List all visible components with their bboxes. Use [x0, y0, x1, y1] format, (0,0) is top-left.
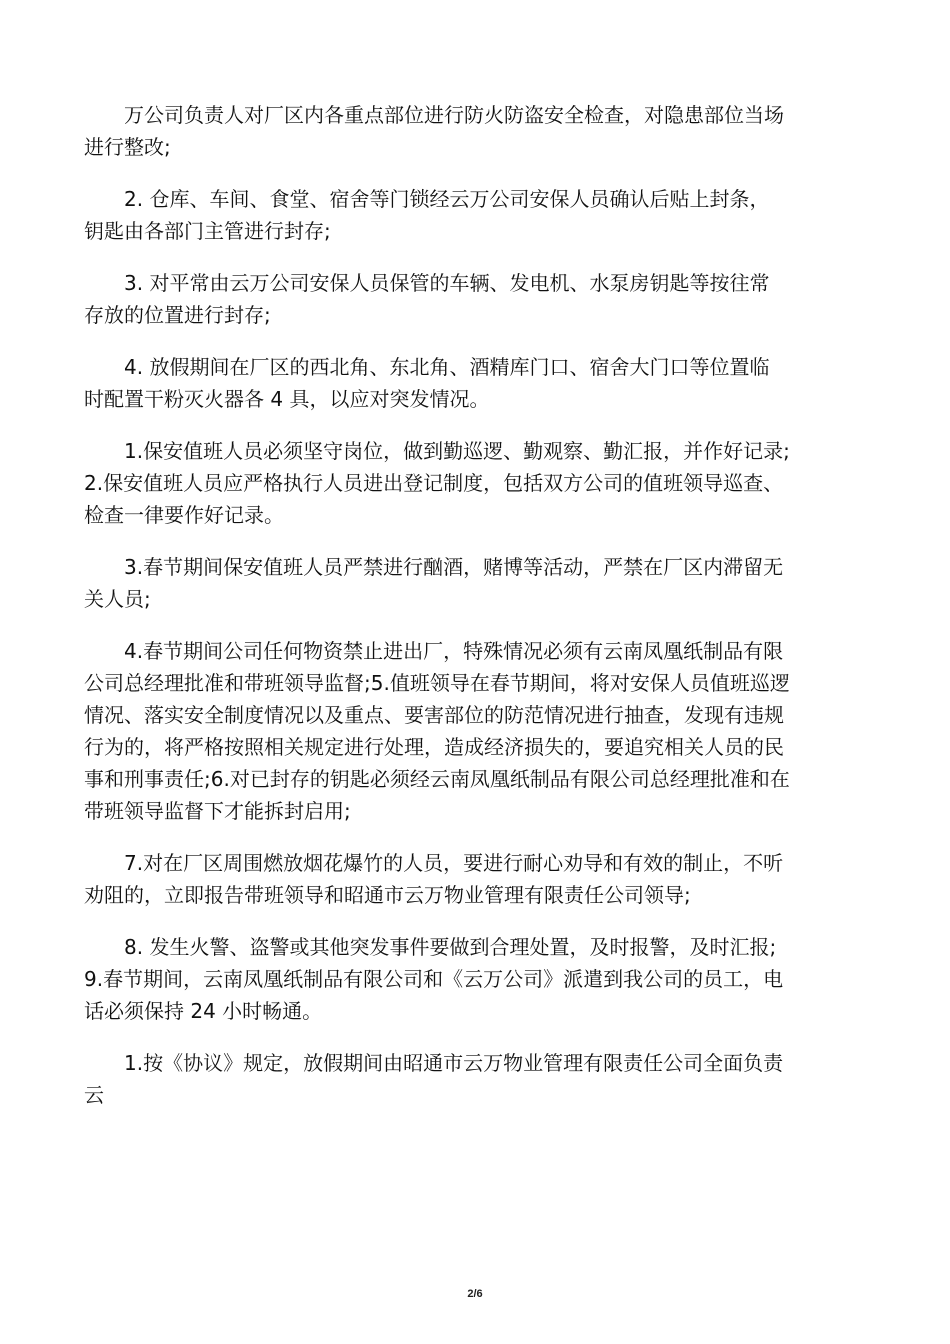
- text-line: 带班领导监督下才能拆封启用;: [84, 799, 351, 823]
- text-line: 万公司负责人对厂区内各重点部位进行防火防盗安全检查，对隐患部位当场: [124, 103, 784, 127]
- text-line: 7.对在厂区周围燃放烟花爆竹的人员，要进行耐心劝导和有效的制止，不听: [124, 851, 784, 875]
- text-line: 公司总经理批准和带班领导监督;5.值班领导在春节期间，将对安保人员值班巡逻: [84, 671, 790, 695]
- paragraph: [84, 435, 866, 531]
- text-line: 4.春节期间公司任何物资禁止进出厂，特殊情况必须有云南凤凰纸制品有限: [124, 639, 784, 663]
- text-line: 存放的位置进行封存;: [84, 303, 271, 327]
- text-line: 云: [84, 1083, 104, 1107]
- text-line: 行为的，将严格按照相关规定进行处理，造成经济损失的，要追究相关人员的民: [84, 735, 784, 759]
- text-line: 8. 发生火警、盗警或其他突发事件要做到合理处置，及时报警，及时汇报;: [124, 935, 777, 959]
- text-line: 1.按《协议》规定，放假期间由昭通市云万物业管理有限责任公司全面负责: [124, 1051, 784, 1075]
- text-line: 话必须保持 24 小时畅通。: [84, 999, 323, 1023]
- text-line: 钥匙由各部门主管进行封存;: [84, 219, 331, 243]
- text-line: 检查一律要作好记录。: [84, 503, 284, 527]
- paragraph: [84, 267, 866, 331]
- paragraph: [84, 551, 866, 615]
- text-line: 劝阻的，立即报告带班领导和昭通市云万物业管理有限责任公司领导;: [84, 883, 691, 907]
- body-text: [84, 99, 866, 1131]
- paragraph: [84, 1047, 866, 1111]
- text-line: 2. 仓库、车间、食堂、宿舍等门锁经云万公司安保人员确认后贴上封条，: [124, 187, 770, 211]
- text-line: 3.春节期间保安值班人员严禁进行酗酒，赌博等活动，严禁在厂区内滞留无: [124, 555, 784, 579]
- paragraph: [84, 931, 866, 1027]
- paragraph: [84, 847, 866, 911]
- page-number: 2/6: [467, 1288, 483, 1300]
- text-line: 3. 对平常由云万公司安保人员保管的车辆、发电机、水泵房钥匙等按往常: [124, 271, 770, 295]
- text-line: 2.保安值班人员应严格执行人员进出登记制度，包括双方公司的值班领导巡查、: [84, 471, 784, 495]
- text-line: 关人员;: [84, 587, 151, 611]
- paragraph: [84, 183, 866, 247]
- text-line: 1.保安值班人员必须坚守岗位，做到勤巡逻、勤观察、勤汇报，并作好记录;: [124, 439, 790, 463]
- text-line: 情况、落实安全制度情况以及重点、要害部位的防范情况进行抽查，发现有违规: [84, 703, 784, 727]
- text-line: 进行整改;: [84, 135, 171, 159]
- text-line: 时配置干粉灭火器各 4 具，以应对突发情况。: [84, 387, 490, 411]
- text-line: 事和刑事责任;6.对已封存的钥匙必须经云南凤凰纸制品有限公司总经理批准和在: [84, 767, 790, 791]
- paragraph: [84, 99, 866, 163]
- paragraph: [84, 635, 866, 827]
- text-line: 4. 放假期间在厂区的西北角、东北角、酒精库门口、宿舍大门口等位置临: [124, 355, 770, 379]
- paragraph: [84, 351, 866, 415]
- text-line: 9.春节期间，云南凤凰纸制品有限公司和《云万公司》派遣到我公司的员工，电: [84, 967, 784, 991]
